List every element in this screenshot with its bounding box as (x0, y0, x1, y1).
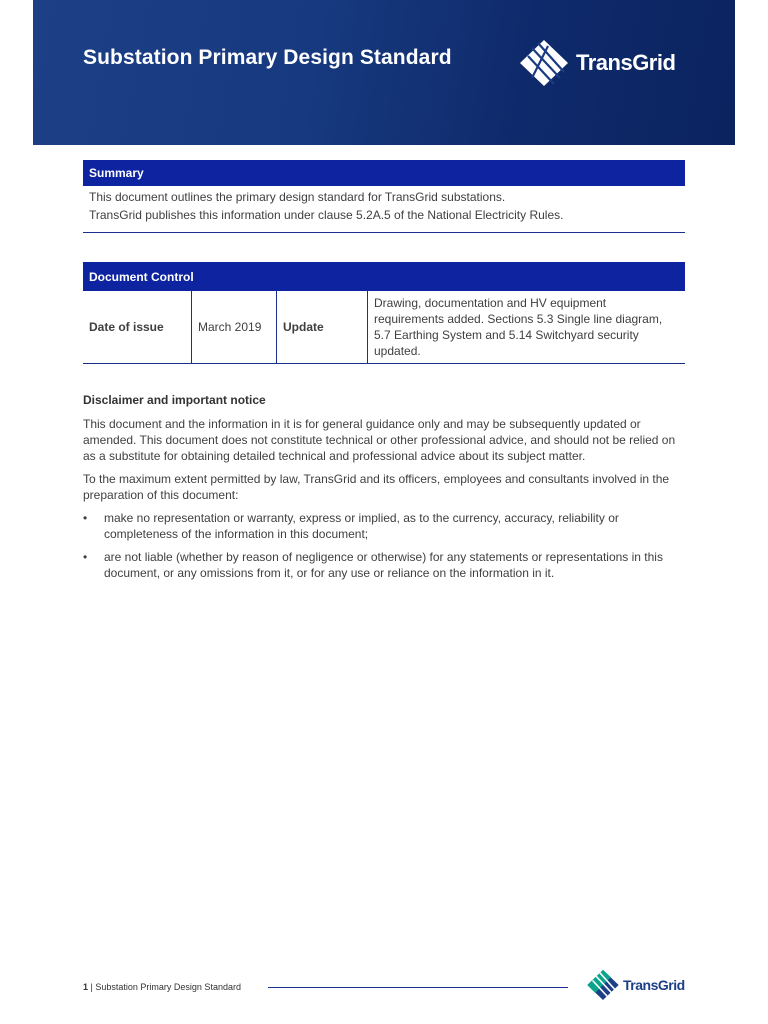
document-title: Substation Primary Design Standard (83, 46, 452, 69)
transgrid-logo-icon (586, 968, 620, 1002)
summary-line: TransGrid publishes this information under clause 5.2A.5 of the National Electricity Rules. (83, 207, 685, 233)
document-control-table (83, 262, 685, 364)
list-item-text: are not liable (whether by reason of negligence or otherwise) for any statements or representations in this document, or any omissions from it, or for any use or reliance on the information in it. (104, 550, 663, 580)
date-of-issue-label: Date of issue (83, 291, 192, 364)
disclaimer-list (83, 510, 685, 581)
disclaimer-paragraph: To the maximum extent permitted by law, TransGrid and its officers, employees and consultants involved in the preparation of this document: (83, 472, 670, 502)
disclaimer-heading: Disclaimer and important notice (83, 393, 266, 407)
header-logo-text: TransGrid (576, 50, 676, 75)
disclaimer-paragraph: This document and the information in it is for general guidance only and may be subsequently updated or amended. This document does not constitute technical or other professional advice, and should not be relied on as a substitute for obtaining detailed technical and professional advice about its subject matter. (83, 417, 676, 463)
update-label: Update (277, 291, 368, 364)
footer-logo (586, 968, 685, 1002)
document-control-heading: Document Control (83, 262, 685, 291)
footer-logo-text: TransGrid (623, 977, 685, 993)
list-item-text: make no representation or warranty, express or implied, as to the currency, accuracy, reliability or completeness of the information in this document; (104, 511, 619, 541)
bullet-icon: • (83, 550, 88, 564)
summary-heading: Summary (83, 160, 685, 186)
header-logo (518, 38, 675, 88)
footer-separator: | (90, 982, 93, 992)
footer-divider (268, 987, 568, 988)
bullet-icon: • (83, 511, 88, 525)
transgrid-logo-icon (518, 38, 570, 88)
summary-line: This document outlines the primary design standard for TransGrid substations. (89, 189, 506, 204)
update-description: Drawing, documentation and HV equipment requirements added. Sections 5.3 Single line diagram, 5.7 Earthing System and 5.14 Switchyard security updated. (368, 291, 686, 364)
date-of-issue-value: March 2019 (192, 291, 277, 364)
list-item (83, 510, 685, 542)
list-item (83, 549, 685, 581)
footer-text (83, 982, 241, 992)
summary-table (83, 160, 685, 233)
page-footer (83, 978, 685, 998)
footer-doc-title: Substation Primary Design Standard (95, 982, 241, 992)
page-number: 1 (83, 982, 89, 992)
page-header (33, 0, 735, 145)
disclaimer-section (83, 392, 685, 588)
